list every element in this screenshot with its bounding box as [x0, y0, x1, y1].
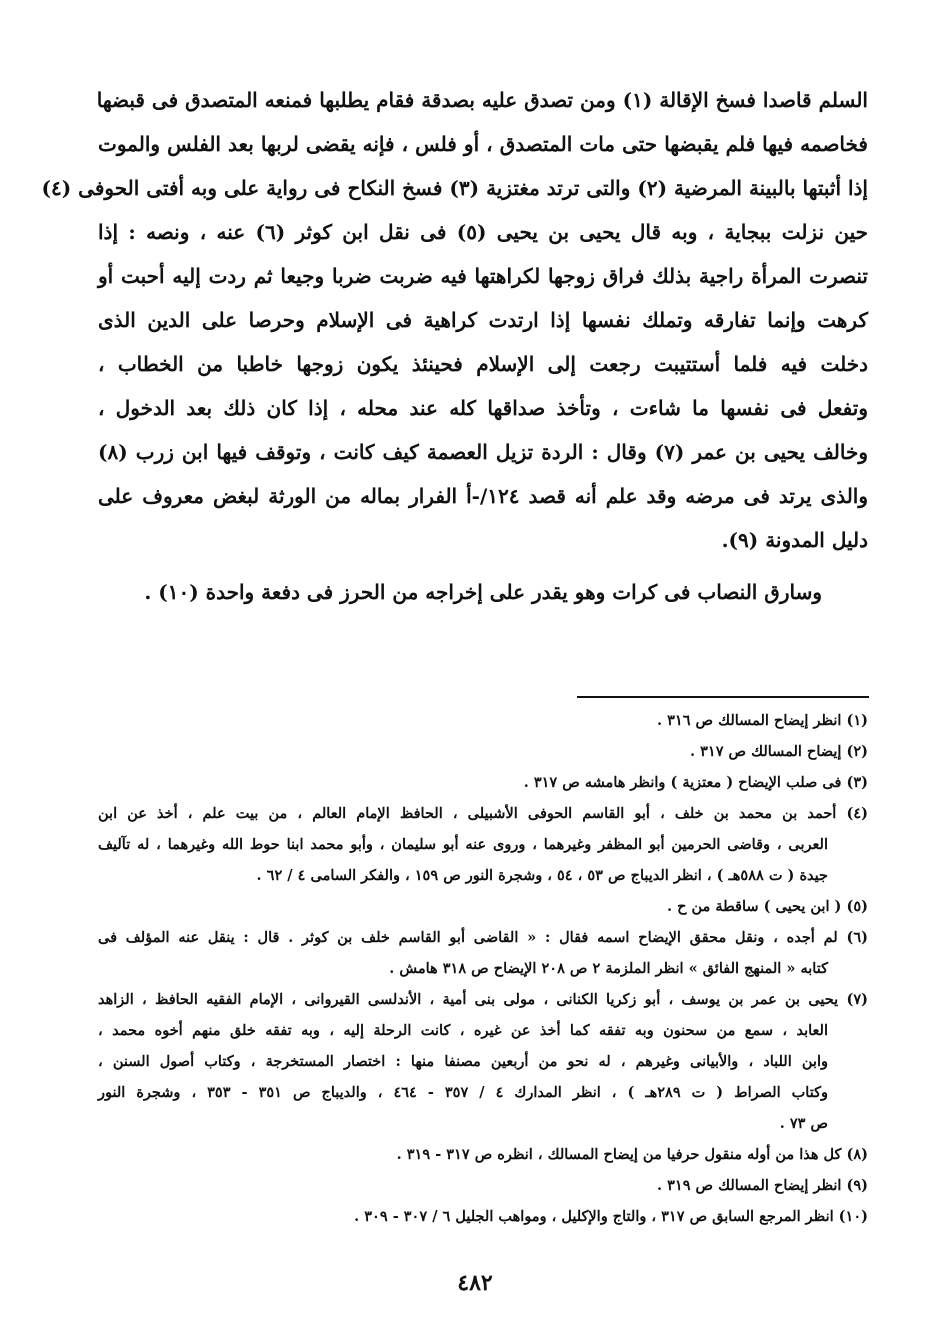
footnote-separator — [577, 696, 869, 698]
footnote-line: (١٠) انظر المرجع السابق ص ٣١٧ ، والتاج والإكليل ، ومواهب الجليل ٦ / ٣٠٧ - ٣٠٩ . — [354, 1208, 868, 1225]
footnote-line: (٥) ( ابن يحيى ) ساقطة من ح . — [667, 898, 868, 915]
footnote-line: (٨) كل هذا من أوله منقول حرفيا من إيضاح المسالك ، انظره ص ٣١٧ - ٣١٩ . — [396, 1146, 868, 1163]
footnote-line: (٣) فى صلب الإيضاح ( معتزية ) وانظر هامشه ص ٣١٧ . — [523, 774, 868, 791]
footnote-line: (٤) أحمد بن محمد بن خلف ، أبو القاسم الحوفى الأشبيلى ، الحافظ الإمام العالم ، من بيت علم ، أخذ عن ابن — [98, 805, 868, 822]
body-line: دليل المدونة (٩). — [721, 528, 868, 552]
body-line: دخلت فيه فلما أستتيبت رجعت إلى الإسلام فحينئذ يكون زوجها خاطبا من الخطاب ، — [98, 352, 868, 376]
footnote-line: (٧) يحيى بن عمر بن يوسف ، أبو زكريا الكنانى ، مولى بنى أمية ، الأندلسى القيروانى ، الإمام الفقيه الحافظ ، الزاهد — [98, 991, 868, 1008]
main-text-block — [41, 78, 869, 614]
footnote-line: (٩) انظر إيضاح المسالك ص ٣١٩ . — [657, 1177, 868, 1194]
footnote-line: ص ٧٣ . — [779, 1115, 828, 1132]
body-line: تنصرت المرأة راجية بذلك فراق زوجها لكراهتها فيه ضربت ضربا وجيعا ثم ردت إليه أحبت أو — [98, 264, 868, 288]
body-last-paragraph: وسارق النصاب فى كرات وهو يقدر على إخراجه من الحرز فى دفعة واحدة (١٠) . — [144, 580, 822, 604]
paragraph-gap — [98, 562, 868, 570]
footnote-line: العابد ، سمع من سحنون وبه تفقه كما أخذ عن غيره ، كانت الرحلة إليه ، وبه تفقه خلق منهم أخوه محمد ، — [98, 1022, 828, 1039]
footnote-line: وكتاب الصراط ( ت ٢٨٩هـ ) ، انظر المدارك ٤ / ٣٥٧ - ٤٦٤ ، والديباج ص ٣٥١ - ٣٥٣ ، وشجرة النور — [98, 1084, 828, 1101]
footnotes-block — [98, 705, 868, 1232]
footnote-line: (١) انظر إيضاح المسالك ص ٣١٦ . — [657, 712, 868, 729]
body-line: والذى يرتد فى مرضه وقد علم أنه قصد ١٢٤/-أ الفرار بماله من الورثة لبغض معروف على — [98, 484, 869, 508]
footnote-line: وابن اللباد ، والأبيانى وغيرهم ، له نحو من أربعين مصنفا منها : اختصار المستخرجة ، وكتاب أصول السنن ، — [98, 1053, 828, 1070]
footnote-line: (٦) لم أجده ، ونقل محقق الإيضاح اسمه فقال : « القاضى أبو القاسم خلف بن كوثر . قال : ينقل عنه المؤلف فى — [98, 929, 868, 946]
footnote-line: جيدة ( ت ٥٨٨هـ ) ، انظر الديباج ص ٥٣ ، ٥٤ ، وشجرة النور ص ١٥٩ ، والفكر السامى ٤ / ٦٢ . — [256, 867, 828, 884]
footnote-line: (٢) إيضاح المسالك ص ٣١٧ . — [690, 743, 868, 760]
footnote-line: العربى ، وقاضى الحرمين أبو المظفر وغيرهما ، وروى عنه أبو سليمان ، وأبو محمد ابنا حوط الله وغيرهما ، له تآليف — [98, 836, 828, 853]
body-line: فخاصمه فيها فلم يقبضها حتى مات المتصدق ، أو فلس ، فإنه يقضى لربها بعد الفلس والموت — [98, 132, 868, 156]
body-line: إذا أثبتها بالبينة المرضية (٢) والتى ترتد مغتزية (٣) فسخ النكاح فى رواية على وبه أفتى الحوفى (٤) — [41, 176, 868, 200]
body-line: وتفعل فى نفسها ما شاءت ، وتأخذ صداقها كله عند محله ، إذا كان ذلك بعد الدخول ، — [98, 396, 869, 420]
body-line: وخالف يحيى بن عمر (٧) وقال : الردة تزيل العصمة كيف كانت ، وتوقف فيها ابن زرب (٨) — [98, 440, 868, 464]
page-number: ٤٨٢ — [457, 1270, 493, 1296]
body-line: حين نزلت ببجاية ، وبه قال يحيى بن يحيى (٥) فى نقل ابن كوثر (٦) عنه ، ونصه : إذا — [98, 220, 868, 244]
body-line: السلم قاصدا فسخ الإقالة (١) ومن تصدق عليه بصدقة فقام يطلبها فمنعه المتصدق فى قبضها — [96, 88, 868, 112]
footnote-line: كتابه « المنهج الفائق » انظر الملزمة ٢ ص ٢٠٨ الإيضاح ص ٣١٨ هامش . — [389, 960, 828, 977]
body-line: كرهت وإنما تفارقه وتملك نفسها إذا ارتدت كراهية فى الإسلام وحرصا على الدين الذى — [98, 308, 868, 332]
